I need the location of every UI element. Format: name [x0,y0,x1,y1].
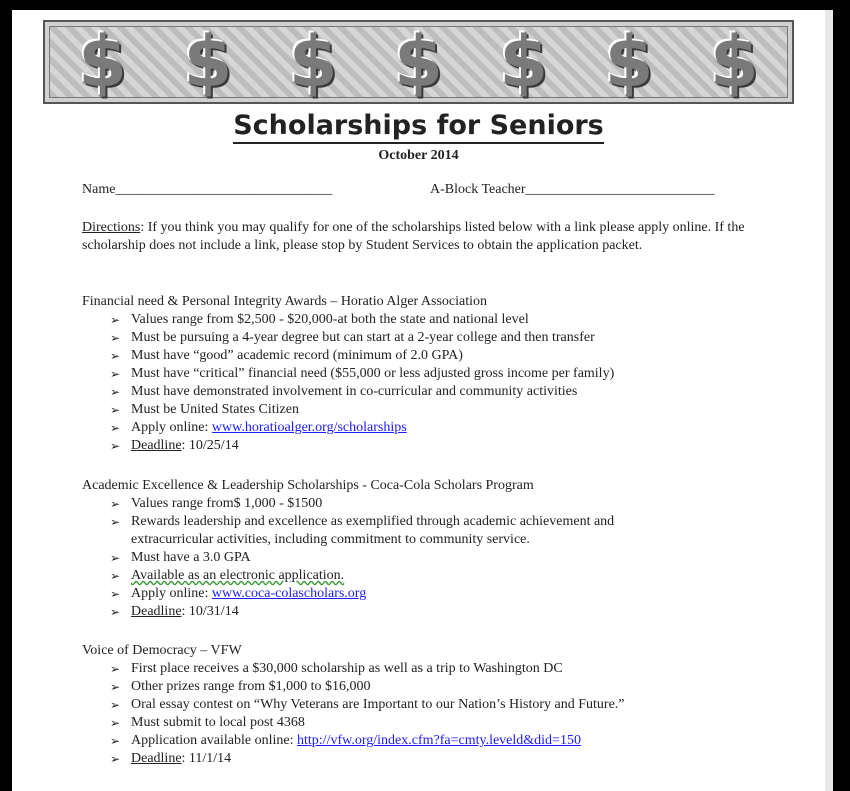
arrow-bullet-icon: ➢ [110,497,121,511]
section-title: Voice of Democracy – VFW [82,643,242,658]
arrow-bullet-icon: ➢ [110,680,121,694]
list-item: ➢ Must submit to local post 4368 [110,715,305,730]
list-item: ➢ Other prizes range from $1,000 to $16,000 [110,679,371,694]
list-item: ➢ Must have “critical” financial need ($55,000 or less adjusted gross income per family) [110,366,615,381]
document-page [12,10,825,791]
scholarship-section-coca-cola [82,477,772,621]
deadline-value: : 10/31/14 [181,604,239,619]
coca-cola-link[interactable]: www.coca-colascholars.org [211,586,367,601]
arrow-bullet-icon: ➢ [110,551,121,565]
deadline-label: Deadline [131,751,182,766]
deadline-label: Deadline [131,438,182,453]
list-item: ➢ Values range from$ 1,000 - $1500 [110,496,323,511]
horatio-alger-link[interactable]: www.horatioalger.org/scholarships [211,420,407,435]
arrow-bullet-icon: ➢ [110,605,121,619]
apply-item: ➢ Application available online: http://vfw.org/index.cfm?fa=cmty.leveld&did=150 [110,733,581,748]
deadline-label: Deadline [131,604,182,619]
directions-text: : If you think you may qualify for one of the scholarships listed below with a link please apply online. If the scholarship does not include a link, please stop by Student Services to obtain the application packet. [82,220,745,253]
scholarship-section-horatio [82,293,772,455]
list-item: ➢ Values range from $2,500 - $20,000-at both the state and national level [110,312,529,327]
deadline-item [82,437,772,455]
dollar-icon: $ [78,21,127,103]
page-title [12,110,825,141]
list-item: ➢ Must have “good” academic record (minimum of 2.0 GPA) [110,348,463,363]
arrow-bullet-icon: ➢ [110,569,121,583]
section-title: Financial need & Personal Integrity Awards – Horatio Alger Association [82,294,488,309]
list-item: ➢ Must be pursuing a 4-year degree but can start at a 2-year college and then transfer [110,330,595,345]
dollar-icon: $ [709,21,759,103]
apply-item: ➢ Apply online: www.coca-colascholars.org [110,586,367,601]
deadline-value: : 11/1/14 [181,751,232,766]
apply-item: ➢ Apply online: www.horatioalger.org/scholarships [110,420,407,435]
list-item: ➢ First place receives a $30,000 scholarship as well as a trip to Washington DC [110,661,563,676]
dollar-icon: $ [183,21,233,103]
date-subtitle: October 2014 [378,148,459,163]
deadline-item [82,750,772,768]
arrow-bullet-icon: ➢ [110,385,121,399]
directions-label: Directions [82,220,141,235]
arrow-bullet-icon: ➢ [110,313,121,327]
teacher-field[interactable]: A-Block Teacher___________________________ [430,182,715,197]
deadline-value: : 10/25/14 [181,438,239,453]
dollar-icon: $ [288,21,338,103]
arrow-bullet-icon: ➢ [110,752,121,766]
arrow-bullet-icon: ➢ [110,421,121,435]
deadline-item [82,603,772,621]
name-field[interactable]: Name_______________________________ [82,182,333,197]
arrow-bullet-icon: ➢ [110,367,121,381]
scholarship-section-vfw [82,642,772,768]
vfw-link[interactable]: http://vfw.org/index.cfm?fa=cmty.leveld&did=150 [297,733,581,748]
arrow-bullet-icon: ➢ [110,734,121,748]
arrow-bullet-icon: ➢ [110,349,121,363]
list-item: ➢ Must be United States Citizen [110,402,299,417]
dollar-banner [43,20,794,104]
page-edge [825,10,833,791]
arrow-bullet-icon: ➢ [110,515,121,529]
arrow-bullet-icon: ➢ [110,698,121,712]
directions-paragraph [82,219,762,255]
list-item: ➢ Must have a 3.0 GPA [110,550,251,565]
arrow-bullet-icon: ➢ [110,716,121,730]
arrow-bullet-icon: ➢ [110,662,121,676]
page-title-text: Scholarships for Seniors [233,110,604,144]
list-item: ➢ Rewards leadership and excellence as exemplified through academic achievement and extracurricular activities, including commitment to community service. [110,514,615,547]
arrow-bullet-icon: ➢ [110,403,121,417]
arrow-bullet-icon: ➢ [110,587,121,601]
list-item: ➢ Must have demonstrated involvement in co-curricular and community activities [110,384,578,399]
dollar-icon: $ [394,21,443,103]
arrow-bullet-icon: ➢ [110,331,121,345]
list-item: ➢ Available as an electronic application. [110,568,345,583]
arrow-bullet-icon: ➢ [110,439,121,453]
banner-inner [49,21,788,103]
list-item: ➢ Oral essay contest on “Why Veterans are Important to our Nation’s History and Future.” [110,697,625,712]
section-title: Academic Excellence & Leadership Scholarships - Coca-Cola Scholars Program [82,478,534,493]
dollar-icon: $ [499,21,549,103]
dollar-icon: $ [604,21,654,103]
